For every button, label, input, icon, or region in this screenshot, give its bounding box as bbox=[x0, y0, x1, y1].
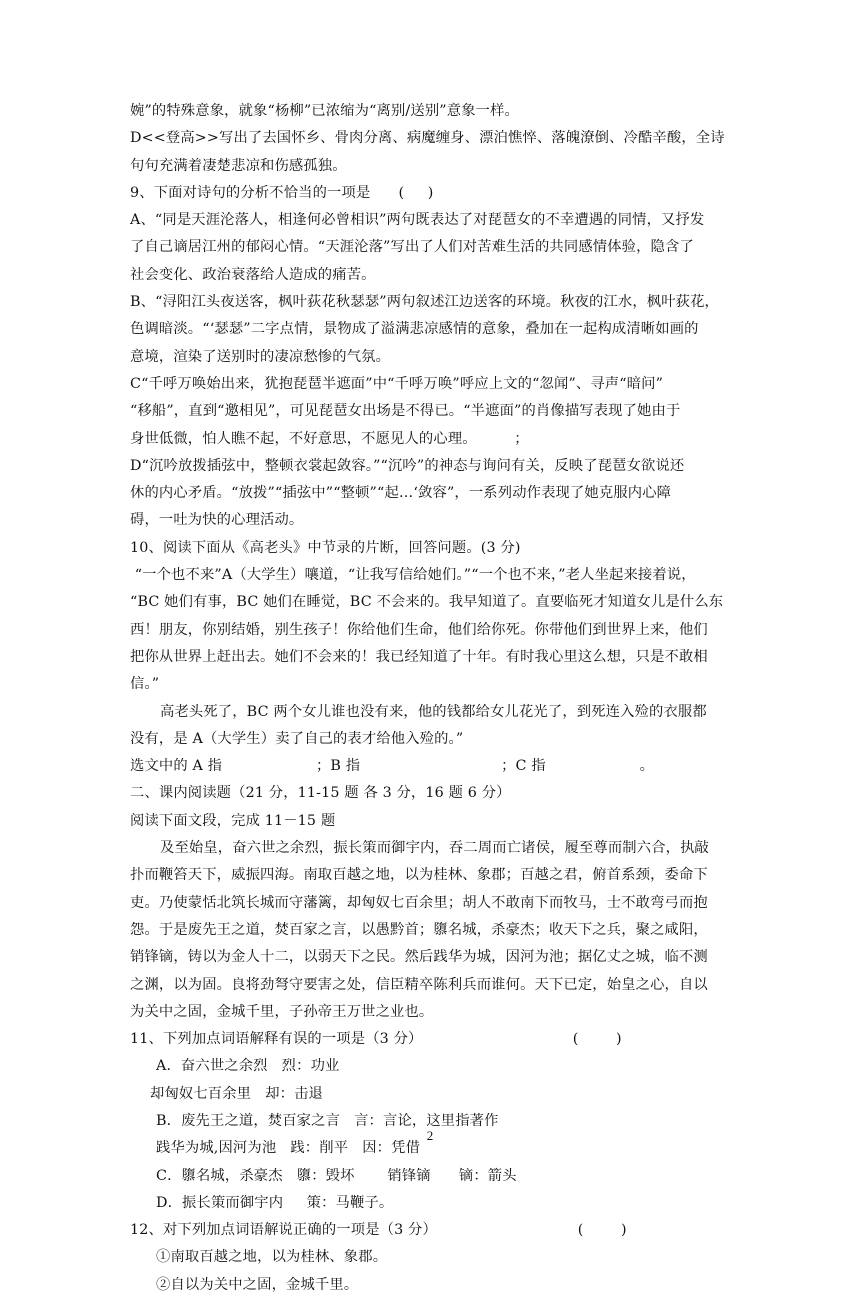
excerpt-line: 把你从世界上赶出去。她们不会来的！我已经知道了十年。有时我心里这么想，只是不敢相 bbox=[130, 648, 708, 665]
excerpt-line: 高老头死了，BC 两个女儿谁也没有来，他的钱都给女儿花光了，到死连入殓的衣服都 bbox=[160, 703, 707, 720]
text-line: 碍，一吐为快的心理活动。 bbox=[130, 512, 304, 529]
question-12-title: 12、对下列加点词语解说正确的一项是（3 分） ( ) bbox=[130, 1222, 627, 1239]
question-12-item-2: ②自以为关中之固，金城千里。 bbox=[156, 1276, 359, 1293]
passage-line: 之渊，以为固。良将劲弩守要害之处，信臣精卒陈利兵而谁何。天下已定，始皇之心，自以 bbox=[130, 976, 708, 993]
option-b: B、“浔阳江头夜送客，枫叶荻花秋瑟瑟”两句叙述江边送客的环境。秋夜的江水，枫叶荻花， bbox=[130, 294, 719, 311]
question-11-option-b-cont: 践华为城,因河为池 践：削平 因：凭借 bbox=[156, 1140, 421, 1157]
question-11-option-b: B．废先王之道，焚百家之言 言：言论，这里指著作 bbox=[156, 1112, 499, 1129]
question-10-title: 10、阅读下面从《高老头》中节录的片断，回答问题。(3 分) bbox=[130, 539, 521, 556]
passage-line: 吏。乃使蒙恬北筑长城而守藩篱，却匈奴七百余里；胡人不敢南下而牧马，士不敢弯弓而抱 bbox=[130, 894, 708, 911]
excerpt-line: 信。” bbox=[130, 676, 160, 693]
option-d: D“沉吟放拨插弦中，整顿衣裳起敛容。”“沉吟”的神态与询问有关，反映了琵琶女欲说还 bbox=[130, 457, 685, 474]
excerpt-line: “BC 她们有事，BC 她们在睡觉，BC 不会来的。我早知道了。直要临死才知道女儿是什么东 bbox=[130, 594, 724, 611]
question-11-option-d: D．振长策而御宇内 策：马鞭子。 bbox=[156, 1194, 394, 1211]
text-line: 了自己谪居江州的郁闷心情。“天涯沦落”写出了人们对苦难生活的共同感情体验，隐含了 bbox=[130, 239, 694, 256]
text-line: 社会变化、政治衰落给人造成的痛苦。 bbox=[130, 266, 376, 283]
option-a: A、“同是天涯沦落人，相逢何必曾相识”两句既表达了对琵琶女的不幸遭遇的同情，又抒发 bbox=[130, 212, 705, 229]
page-number: 2 bbox=[426, 1128, 434, 1143]
question-9-title: 9、下面对诗句的分析不恰当的一项是 ( ) bbox=[130, 184, 434, 201]
excerpt-line: “一个也不来”A（大学生）嚷道，“让我写信给她们。”“一个也不来，”老人坐起来接着说， bbox=[130, 567, 696, 584]
question-11-option-a-cont: 却匈奴七百余里 却：击退 bbox=[150, 1085, 323, 1102]
question-11-title: 11、下列加点词语解释有误的一项是（3 分） ( ) bbox=[130, 1031, 622, 1048]
passage-line: 销锋镝，铸以为金人十二，以弱天下之民。然后践华为城，因河为池；据亿丈之城，临不测 bbox=[130, 949, 708, 966]
text-line: D<<登高>>写出了去国怀乡、骨肉分离、病魔缠身、漂泊憔悴、落魄潦倒、冷酷辛酸，全诗 bbox=[130, 130, 725, 147]
excerpt-line: 西！朋友，你别结婚，别生孩子！你给他们生命，他们给你死。你带他们到世界上来，他们 bbox=[130, 621, 708, 638]
passage-line: 怨。于是废先王之道，焚百家之言，以愚黔首；隳名城，杀豪杰；收天下之兵，聚之咸阳， bbox=[130, 921, 708, 938]
option-c: C“千呼万唤始出来，犹抱琵琶半遮面”中“千呼万唤”呼应上文的“忽闻”、寻声“暗问” bbox=[130, 375, 664, 392]
text-line: 句句充满着凄楚悲凉和伤感孤独。 bbox=[130, 157, 347, 174]
text-line: 色调暗淡。“‘瑟瑟”二字点情，景物成了溢满悲凉感情的意象，叠加在一起构成清晰如画的 bbox=[130, 321, 699, 338]
question-11-option-c: C．隳名城，杀豪杰 隳：毁坏 销锋镝 镝：箭头 bbox=[156, 1167, 517, 1184]
excerpt-line: 没有，是 A（大学生）卖了自己的表才给他入殓的。” bbox=[130, 730, 464, 747]
document-body bbox=[130, 98, 732, 1299]
text-line: 婉”的特殊意象，就象“杨柳”已浓缩为“离别/送别”意象一样。 bbox=[130, 103, 519, 119]
passage-line: 扑而鞭笞天下，威振四海。南取百越之地，以为桂林、象郡；百越之君，俯首系颈，委命下 bbox=[130, 867, 708, 884]
question-11-option-a: A．奋六世之余烈 烈：功业 bbox=[156, 1058, 340, 1075]
passage-line: 及至始皇，奋六世之余烈，振长策而御宇内，吞二周而亡诸侯，履至尊而制六合，执敲 bbox=[160, 840, 709, 857]
text-line: 休的内心矛盾。“放拨”“插弦中”“整顿”“起…‘敛容”，一系列动作表现了她克服内心障 bbox=[130, 485, 672, 502]
text-line: 意境，渲染了送别时的凄凉愁惨的气氛。 bbox=[130, 348, 391, 365]
fill-in-answer-line: 选文中的 A 指 ；B 指 ；C 指 。 bbox=[130, 758, 655, 775]
question-12-item-1: ①南取百越之地，以为桂林、象郡。 bbox=[156, 1249, 388, 1266]
passage-line: 为关中之固，金城千里，子孙帝王万世之业也。 bbox=[130, 1003, 434, 1020]
text-line: 身世低微，怕人瞧不起，不好意思，不愿见人的心理。 ； bbox=[130, 430, 529, 447]
reading-instruction: 阅读下面文段，完成 11－15 题 bbox=[130, 812, 336, 829]
section-2-title: 二、课内阅读题（21 分，11-15 题 各 3 分，16 题 6 分） bbox=[130, 785, 511, 802]
text-line: “移船”，直到“邀相见”，可见琵琶女出场是不得已。“半遮面”的肖像描写表现了她由于 bbox=[130, 403, 681, 420]
